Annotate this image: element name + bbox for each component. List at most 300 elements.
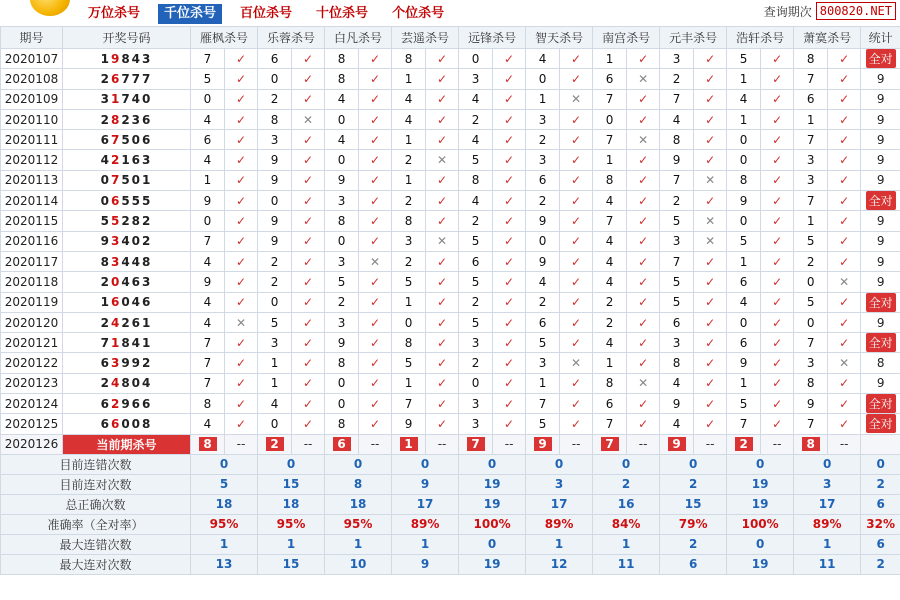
header-expert-7: 元丰杀号 bbox=[660, 27, 727, 49]
kill-number-cell: 5 bbox=[660, 292, 694, 312]
kill-number-cell: 0 bbox=[325, 231, 359, 251]
tab-position-2[interactable]: 百位杀号 bbox=[240, 6, 293, 21]
digit: 4 bbox=[121, 274, 132, 289]
total-cell: 8 bbox=[861, 353, 900, 373]
stat-total: 6 bbox=[861, 534, 900, 554]
kill-number-cell: 7 bbox=[593, 211, 627, 231]
highlight-digit: 9 bbox=[110, 51, 122, 66]
digit: 0 bbox=[121, 295, 132, 310]
digit: 6 bbox=[131, 315, 143, 330]
kill-number-cell: 4 bbox=[593, 251, 627, 271]
kill-number-cell: 5 bbox=[459, 312, 493, 332]
kill-number-cell: 2 bbox=[660, 69, 694, 89]
kill-number-cell: 1 bbox=[392, 69, 426, 89]
check-icon: ✓ bbox=[627, 251, 660, 271]
digit: 5 bbox=[100, 214, 111, 229]
check-icon: ✓ bbox=[426, 292, 459, 312]
issue-cell: 2020116 bbox=[1, 231, 63, 251]
digit: 2 bbox=[100, 376, 111, 391]
stat-value: 3 bbox=[526, 474, 593, 494]
kill-number-cell: 7 bbox=[191, 49, 225, 69]
digit: 2 bbox=[121, 315, 132, 330]
kill-number-cell: 0 bbox=[593, 109, 627, 129]
table-row bbox=[1, 130, 900, 150]
check-icon: ✓ bbox=[761, 353, 794, 373]
check-icon: ✓ bbox=[292, 49, 325, 69]
header-expert-6: 南宫杀号 bbox=[593, 27, 660, 49]
digit: 2 bbox=[100, 71, 111, 86]
digit: 4 bbox=[131, 335, 143, 350]
check-icon: ✓ bbox=[560, 312, 593, 332]
check-icon: ✓ bbox=[225, 211, 258, 231]
current-kill-badge: 7 bbox=[601, 437, 619, 451]
digit: 2 bbox=[121, 214, 132, 229]
table-row bbox=[1, 333, 900, 353]
cross-icon: ✕ bbox=[694, 231, 727, 251]
check-icon: ✓ bbox=[560, 170, 593, 190]
kill-number-cell: 5 bbox=[392, 353, 426, 373]
check-icon: ✓ bbox=[694, 272, 727, 292]
kill-number-cell: 4 bbox=[727, 89, 761, 109]
check-icon: ✓ bbox=[560, 191, 593, 211]
kill-number-cell: 8 bbox=[191, 394, 225, 414]
check-icon: ✓ bbox=[292, 414, 325, 434]
current-kill-cell bbox=[593, 434, 627, 454]
issue-cell: 2020117 bbox=[1, 251, 63, 271]
stat-label: 目前连对次数 bbox=[1, 474, 191, 494]
digit: 8 bbox=[121, 51, 132, 66]
digit: 2 bbox=[100, 315, 111, 330]
check-icon: ✓ bbox=[426, 49, 459, 69]
kill-number-cell: 0 bbox=[727, 150, 761, 170]
issue-cell: 2020119 bbox=[1, 292, 63, 312]
stat-value: 0 bbox=[392, 454, 459, 474]
check-icon: ✓ bbox=[426, 312, 459, 332]
digit: 0 bbox=[131, 132, 143, 147]
stat-value: 0 bbox=[325, 454, 392, 474]
table-header bbox=[1, 27, 900, 49]
stat-value: 1 bbox=[325, 534, 392, 554]
highlight-digit: 4 bbox=[110, 376, 122, 391]
kill-number-cell: 9 bbox=[660, 394, 694, 414]
cross-icon: ✕ bbox=[359, 251, 392, 271]
cross-icon: ✕ bbox=[426, 231, 459, 251]
stat-total: 0 bbox=[861, 454, 900, 474]
kill-number-cell: 7 bbox=[794, 69, 828, 89]
kill-number-cell: 4 bbox=[191, 150, 225, 170]
tab-position-0[interactable]: 万位杀号 bbox=[88, 6, 141, 21]
kill-number-cell: 4 bbox=[392, 109, 426, 129]
draw-code-cell bbox=[63, 312, 191, 332]
current-kill-cell bbox=[660, 434, 694, 454]
kill-number-cell: 6 bbox=[526, 312, 560, 332]
kill-table bbox=[0, 26, 900, 575]
draw-code-cell bbox=[63, 211, 191, 231]
kill-number-cell: 2 bbox=[258, 272, 292, 292]
kill-number-cell: 2 bbox=[526, 191, 560, 211]
stat-label: 目前连错次数 bbox=[1, 454, 191, 474]
check-icon: ✓ bbox=[426, 333, 459, 353]
check-icon: ✓ bbox=[627, 272, 660, 292]
check-icon: ✓ bbox=[761, 49, 794, 69]
digit: 2 bbox=[142, 234, 153, 249]
check-icon: ✓ bbox=[828, 89, 861, 109]
check-icon: ✓ bbox=[225, 272, 258, 292]
issue-cell: 2020125 bbox=[1, 414, 63, 434]
highlight-digit: 2 bbox=[110, 396, 122, 411]
check-icon: ✓ bbox=[694, 292, 727, 312]
highlight-digit: 6 bbox=[110, 295, 122, 310]
check-icon: ✓ bbox=[627, 150, 660, 170]
kill-number-cell: 6 bbox=[258, 49, 292, 69]
check-icon: ✓ bbox=[560, 394, 593, 414]
cross-icon: ✕ bbox=[426, 150, 459, 170]
check-icon: ✓ bbox=[828, 211, 861, 231]
kill-number-cell: 2 bbox=[258, 89, 292, 109]
stat-value: 15 bbox=[258, 474, 325, 494]
stat-row bbox=[1, 554, 900, 574]
kill-number-cell: 3 bbox=[526, 150, 560, 170]
check-icon: ✓ bbox=[426, 170, 459, 190]
kill-number-cell: 3 bbox=[258, 130, 292, 150]
current-kill-badge: 2 bbox=[735, 437, 753, 451]
check-icon: ✓ bbox=[694, 251, 727, 271]
all-correct-badge: 全对 bbox=[866, 414, 896, 433]
check-icon: ✓ bbox=[828, 109, 861, 129]
total-cell bbox=[861, 191, 900, 211]
stat-value: 19 bbox=[727, 554, 794, 574]
digit: 6 bbox=[131, 396, 143, 411]
kill-number-cell: 6 bbox=[794, 89, 828, 109]
check-icon: ✓ bbox=[225, 170, 258, 190]
kill-number-cell: 9 bbox=[191, 191, 225, 211]
table-row bbox=[1, 109, 900, 129]
current-kill-badge: 1 bbox=[400, 437, 418, 451]
check-icon: ✓ bbox=[761, 191, 794, 211]
cross-icon: ✕ bbox=[828, 272, 861, 292]
kill-number-cell: 3 bbox=[794, 170, 828, 190]
table-row bbox=[1, 231, 900, 251]
highlight-digit: 4 bbox=[110, 315, 122, 330]
check-icon: ✓ bbox=[426, 69, 459, 89]
check-icon: ✓ bbox=[761, 292, 794, 312]
kill-number-cell: 5 bbox=[794, 231, 828, 251]
kill-number-cell: 1 bbox=[258, 373, 292, 393]
kill-number-cell: 1 bbox=[392, 292, 426, 312]
total-cell: 9 bbox=[861, 130, 900, 150]
digit: 1 bbox=[100, 295, 111, 310]
kill-number-cell: 5 bbox=[794, 292, 828, 312]
kill-number-cell: 3 bbox=[794, 353, 828, 373]
current-kill-row bbox=[1, 434, 900, 454]
total-cell: 9 bbox=[861, 312, 900, 332]
highlight-digit: 5 bbox=[110, 214, 122, 229]
check-icon: ✓ bbox=[694, 69, 727, 89]
issue-cell: 2020118 bbox=[1, 272, 63, 292]
digit: 6 bbox=[142, 112, 153, 127]
check-icon: ✓ bbox=[292, 353, 325, 373]
check-icon: ✓ bbox=[292, 373, 325, 393]
digit: 0 bbox=[121, 416, 132, 431]
kill-number-cell: 5 bbox=[392, 272, 426, 292]
header-expert-8: 浩轩杀号 bbox=[727, 27, 794, 49]
check-icon: ✓ bbox=[761, 170, 794, 190]
header-total: 统计 bbox=[861, 27, 900, 49]
kill-number-cell: 6 bbox=[191, 130, 225, 150]
kill-number-cell: 4 bbox=[526, 49, 560, 69]
digit: 3 bbox=[142, 153, 153, 168]
all-correct-badge: 全对 bbox=[866, 191, 896, 210]
current-kill-cell bbox=[191, 434, 225, 454]
highlight-digit: 3 bbox=[110, 254, 122, 269]
kill-number-cell: 0 bbox=[325, 394, 359, 414]
check-icon: ✓ bbox=[761, 414, 794, 434]
digit: 5 bbox=[131, 193, 143, 208]
check-icon: ✓ bbox=[359, 69, 392, 89]
current-kill-badge: 8 bbox=[802, 437, 820, 451]
kill-number-cell: 2 bbox=[392, 191, 426, 211]
issue-cell: 2020107 bbox=[1, 49, 63, 69]
digit: 2 bbox=[100, 274, 111, 289]
digit: 2 bbox=[142, 356, 153, 371]
stat-row bbox=[1, 474, 900, 494]
stat-total: 32% bbox=[861, 514, 900, 534]
stat-value: 11 bbox=[593, 554, 660, 574]
top-bar bbox=[0, 0, 900, 27]
query-site-badge[interactable]: 800820.NET bbox=[816, 2, 896, 20]
kill-number-cell: 7 bbox=[660, 251, 694, 271]
stat-value: 19 bbox=[727, 494, 794, 514]
stat-label: 准确率（全对率） bbox=[1, 514, 191, 534]
table-row bbox=[1, 191, 900, 211]
stat-label: 最大连错次数 bbox=[1, 534, 191, 554]
stat-total: 2 bbox=[861, 474, 900, 494]
digit: 0 bbox=[100, 173, 111, 188]
kill-number-cell: 7 bbox=[526, 394, 560, 414]
check-icon: ✓ bbox=[225, 191, 258, 211]
digit: 6 bbox=[100, 416, 111, 431]
stat-value: 2 bbox=[660, 534, 727, 554]
kill-number-cell: 7 bbox=[660, 170, 694, 190]
check-icon: ✓ bbox=[761, 89, 794, 109]
check-icon: ✓ bbox=[359, 150, 392, 170]
check-icon: ✓ bbox=[627, 170, 660, 190]
kill-number-cell: 0 bbox=[325, 373, 359, 393]
digit: 6 bbox=[142, 132, 153, 147]
kill-number-cell: 1 bbox=[392, 373, 426, 393]
current-dash-cell: -- bbox=[560, 434, 593, 454]
draw-code-cell bbox=[63, 292, 191, 312]
check-icon: ✓ bbox=[225, 251, 258, 271]
query-label: 查询期次 bbox=[763, 4, 812, 19]
table-row bbox=[1, 251, 900, 271]
stat-value: 17 bbox=[392, 494, 459, 514]
kill-number-cell: 4 bbox=[526, 272, 560, 292]
check-icon: ✓ bbox=[426, 191, 459, 211]
kill-number-cell: 4 bbox=[660, 109, 694, 129]
digit: 4 bbox=[131, 295, 143, 310]
check-icon: ✓ bbox=[761, 333, 794, 353]
check-icon: ✓ bbox=[426, 272, 459, 292]
check-icon: ✓ bbox=[560, 414, 593, 434]
highlight-digit: 3 bbox=[110, 356, 122, 371]
digit: 4 bbox=[121, 254, 132, 269]
kill-number-cell: 3 bbox=[660, 231, 694, 251]
check-icon: ✓ bbox=[493, 373, 526, 393]
table-row bbox=[1, 312, 900, 332]
check-icon: ✓ bbox=[761, 394, 794, 414]
kill-number-cell: 4 bbox=[459, 89, 493, 109]
table-row bbox=[1, 150, 900, 170]
kill-number-cell: 4 bbox=[258, 394, 292, 414]
kill-number-cell: 0 bbox=[526, 69, 560, 89]
total-cell: 9 bbox=[861, 373, 900, 393]
current-dash-cell: -- bbox=[493, 434, 526, 454]
total-cell: 9 bbox=[861, 150, 900, 170]
check-icon: ✓ bbox=[292, 130, 325, 150]
kill-number-cell: 4 bbox=[191, 292, 225, 312]
stat-value: 100% bbox=[727, 514, 794, 534]
current-dash-cell: -- bbox=[225, 434, 258, 454]
stat-row bbox=[1, 454, 900, 474]
check-icon: ✓ bbox=[292, 191, 325, 211]
digit: 9 bbox=[131, 356, 143, 371]
stat-value: 89% bbox=[794, 514, 861, 534]
stat-value: 2 bbox=[593, 474, 660, 494]
stat-value: 95% bbox=[258, 514, 325, 534]
stat-value: 5 bbox=[191, 474, 258, 494]
digit: 0 bbox=[131, 173, 143, 188]
kill-number-cell: 1 bbox=[727, 373, 761, 393]
kill-number-cell: 5 bbox=[459, 272, 493, 292]
check-icon: ✓ bbox=[627, 109, 660, 129]
header-expert-9: 萧寞杀号 bbox=[794, 27, 861, 49]
digit: 5 bbox=[121, 132, 132, 147]
kill-number-cell: 6 bbox=[727, 272, 761, 292]
stat-value: 19 bbox=[727, 474, 794, 494]
query-area bbox=[764, 2, 896, 20]
check-icon: ✓ bbox=[694, 414, 727, 434]
kill-number-cell: 2 bbox=[459, 211, 493, 231]
digit: 7 bbox=[142, 71, 153, 86]
kill-number-cell: 5 bbox=[459, 231, 493, 251]
kill-number-cell: 2 bbox=[794, 251, 828, 271]
check-icon: ✓ bbox=[359, 333, 392, 353]
total-cell: 9 bbox=[861, 231, 900, 251]
kill-number-cell: 3 bbox=[660, 333, 694, 353]
tab-position-4[interactable]: 个位杀号 bbox=[392, 6, 445, 21]
stat-value: 11 bbox=[794, 554, 861, 574]
check-icon: ✓ bbox=[292, 150, 325, 170]
check-icon: ✓ bbox=[359, 130, 392, 150]
tab-position-3[interactable]: 十位杀号 bbox=[316, 6, 369, 21]
check-icon: ✓ bbox=[761, 373, 794, 393]
check-icon: ✓ bbox=[292, 394, 325, 414]
current-issue-cell: 2020126 bbox=[1, 434, 63, 454]
check-icon: ✓ bbox=[560, 373, 593, 393]
digit: 6 bbox=[142, 295, 153, 310]
stat-value: 12 bbox=[526, 554, 593, 574]
highlight-digit: 2 bbox=[110, 153, 122, 168]
kill-number-cell: 4 bbox=[660, 414, 694, 434]
draw-code-cell bbox=[63, 130, 191, 150]
stat-value: 0 bbox=[593, 454, 660, 474]
check-icon: ✓ bbox=[225, 333, 258, 353]
current-kill-badge: 6 bbox=[333, 437, 351, 451]
check-icon: ✓ bbox=[225, 150, 258, 170]
check-icon: ✓ bbox=[292, 312, 325, 332]
stat-row bbox=[1, 494, 900, 514]
total-cell bbox=[861, 292, 900, 312]
kill-number-cell: 9 bbox=[660, 150, 694, 170]
kill-number-cell: 1 bbox=[727, 109, 761, 129]
issue-cell: 2020115 bbox=[1, 211, 63, 231]
kill-number-cell: 2 bbox=[593, 292, 627, 312]
kill-number-cell: 0 bbox=[526, 231, 560, 251]
table-row bbox=[1, 292, 900, 312]
digit: 7 bbox=[100, 335, 111, 350]
check-icon: ✓ bbox=[828, 312, 861, 332]
check-icon: ✓ bbox=[627, 49, 660, 69]
kill-number-cell: 8 bbox=[325, 211, 359, 231]
current-kill-cell bbox=[258, 434, 292, 454]
kill-number-cell: 7 bbox=[191, 373, 225, 393]
check-icon: ✓ bbox=[292, 231, 325, 251]
check-icon: ✓ bbox=[493, 272, 526, 292]
kill-number-cell: 0 bbox=[459, 373, 493, 393]
kill-number-cell: 3 bbox=[526, 109, 560, 129]
all-correct-badge: 全对 bbox=[866, 49, 896, 68]
digit: 0 bbox=[131, 234, 143, 249]
kill-number-cell: 3 bbox=[325, 191, 359, 211]
kill-number-cell: 0 bbox=[325, 150, 359, 170]
cross-icon: ✕ bbox=[225, 312, 258, 332]
check-icon: ✓ bbox=[493, 231, 526, 251]
kill-number-cell: 4 bbox=[325, 130, 359, 150]
check-icon: ✓ bbox=[359, 211, 392, 231]
check-icon: ✓ bbox=[560, 231, 593, 251]
check-icon: ✓ bbox=[426, 251, 459, 271]
check-icon: ✓ bbox=[426, 353, 459, 373]
check-icon: ✓ bbox=[292, 272, 325, 292]
tab-position-1[interactable]: 千位杀号 bbox=[158, 4, 222, 24]
stat-value: 0 bbox=[727, 534, 794, 554]
stat-value: 2 bbox=[660, 474, 727, 494]
stat-total: 6 bbox=[861, 494, 900, 514]
kill-number-cell: 9 bbox=[325, 170, 359, 190]
check-icon: ✓ bbox=[359, 312, 392, 332]
table-row bbox=[1, 170, 900, 190]
highlight-digit: 3 bbox=[110, 234, 122, 249]
check-icon: ✓ bbox=[225, 292, 258, 312]
total-cell bbox=[861, 414, 900, 434]
digit: 6 bbox=[131, 153, 143, 168]
check-icon: ✓ bbox=[426, 373, 459, 393]
check-icon: ✓ bbox=[560, 292, 593, 312]
check-icon: ✓ bbox=[560, 109, 593, 129]
issue-cell: 2020120 bbox=[1, 312, 63, 332]
kill-number-cell: 3 bbox=[459, 414, 493, 434]
kill-number-cell: 9 bbox=[392, 414, 426, 434]
current-kill-badge: 9 bbox=[668, 437, 686, 451]
kill-number-cell: 1 bbox=[794, 211, 828, 231]
check-icon: ✓ bbox=[359, 170, 392, 190]
stat-value: 1 bbox=[593, 534, 660, 554]
stat-value: 18 bbox=[191, 494, 258, 514]
check-icon: ✓ bbox=[359, 414, 392, 434]
current-kill-cell bbox=[526, 434, 560, 454]
check-icon: ✓ bbox=[627, 414, 660, 434]
